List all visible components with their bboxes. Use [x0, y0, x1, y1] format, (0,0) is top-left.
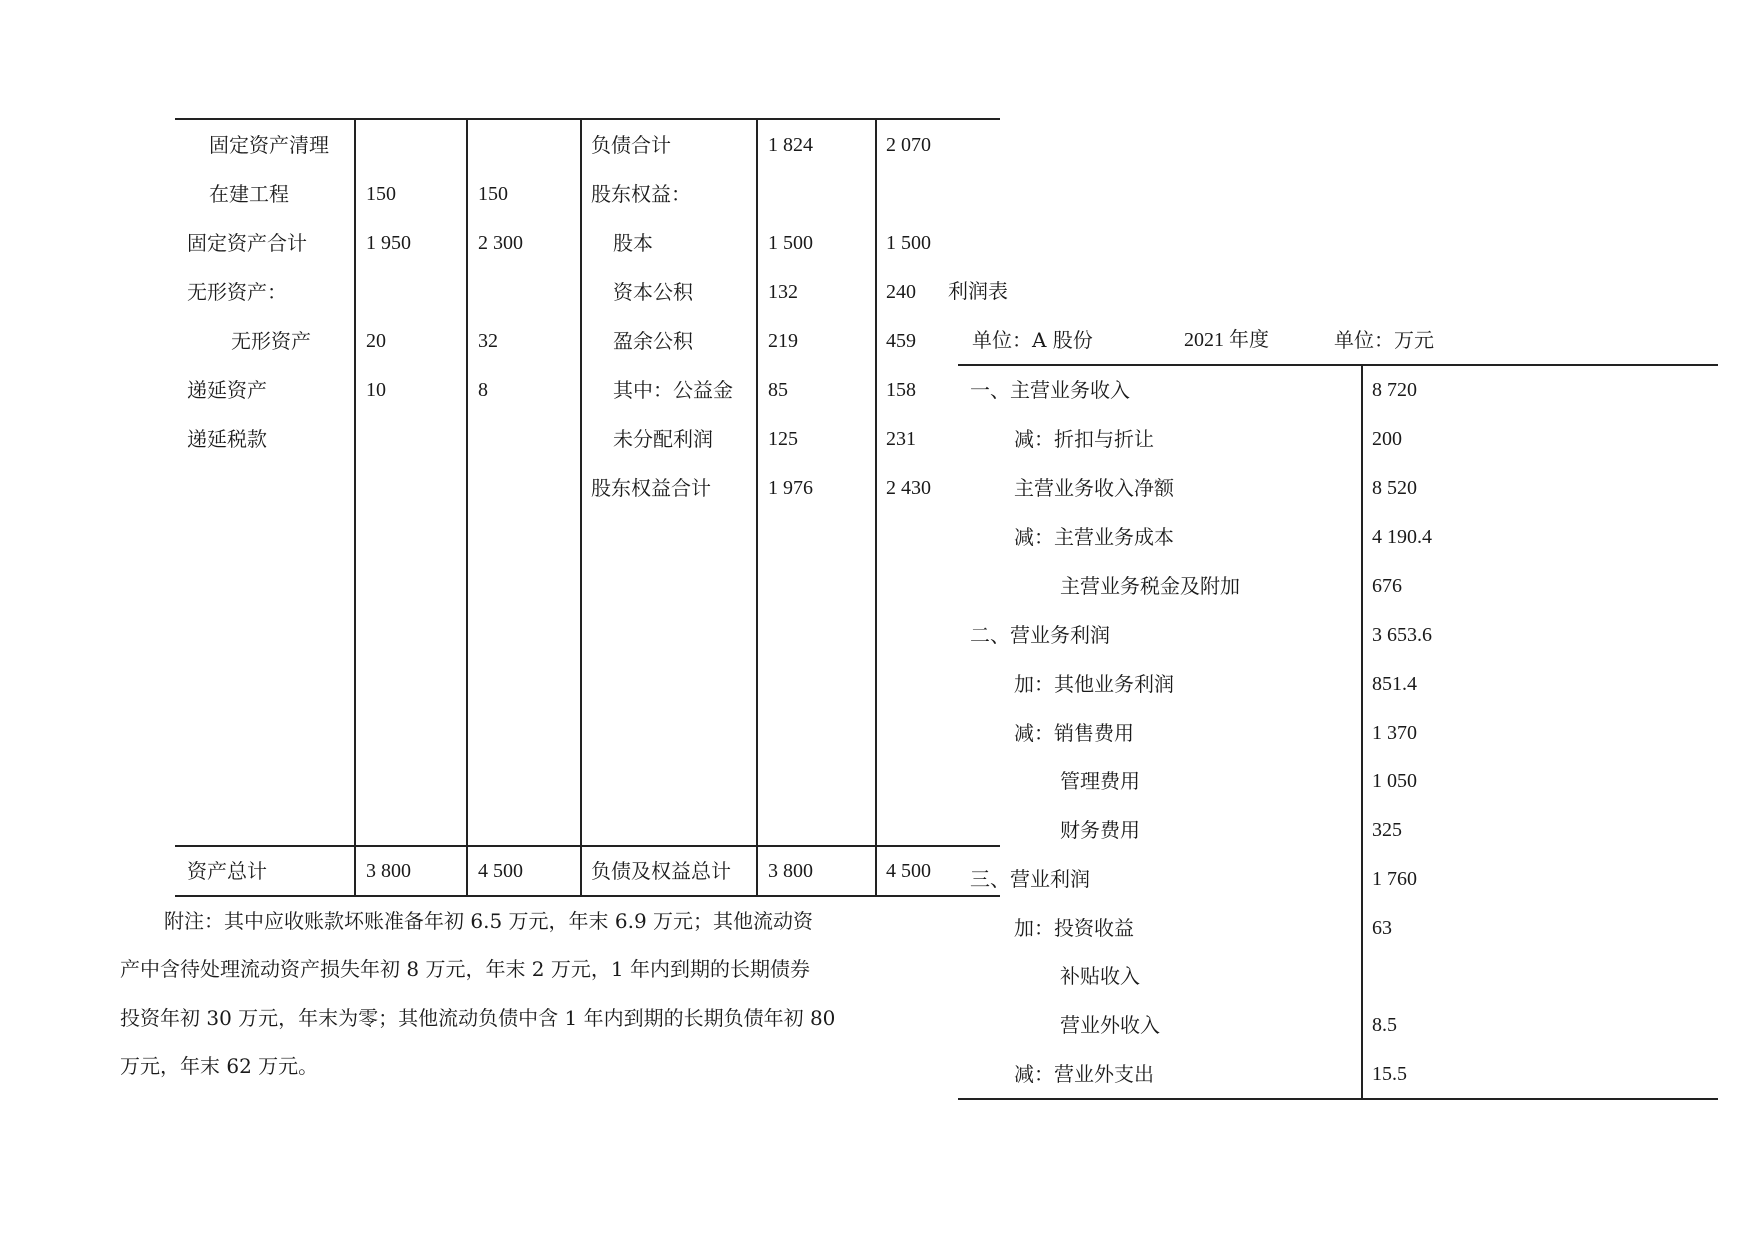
liability-end-value: 240 — [886, 281, 916, 303]
income-row-label: 主营业务税金及附加 — [1060, 574, 1240, 598]
asset-label: 固定资产合计 — [187, 231, 307, 255]
income-row-label: 补贴收入 — [1060, 964, 1140, 988]
liability-end-value: 158 — [886, 379, 916, 401]
income-row-value: 15.5 — [1372, 1063, 1407, 1085]
income-col-divider — [1361, 364, 1363, 1099]
liability-start-value: 1 976 — [768, 477, 813, 499]
note-line: 投资年初 30 万元，年末为零；其他流动负债中含 1 年内到期的长期负债年初 80 — [120, 1006, 836, 1030]
liability-start-value: 1 824 — [768, 134, 813, 156]
income-row-value: 3 653.6 — [1372, 624, 1432, 646]
liability-label: 未分配利润 — [613, 427, 713, 451]
income-row-value: 200 — [1372, 428, 1402, 450]
asset-label: 递延税款 — [187, 427, 267, 451]
asset-total-start: 3 800 — [366, 860, 411, 882]
note-line: 产中含待处理流动资产损失年初 8 万元，年末 2 万元，1 年内到期的长期债券 — [120, 957, 810, 981]
unit-money: 单位：万元 — [1334, 328, 1434, 352]
income-row-value: 4 190.4 — [1372, 526, 1432, 548]
asset-end-value: 32 — [478, 330, 498, 352]
balance-col-divider-5 — [875, 118, 877, 896]
liability-total-label: 负债及权益总计 — [591, 859, 731, 883]
income-row-value: 1 370 — [1372, 722, 1417, 744]
income-row-label: 减：销售费用 — [1014, 721, 1134, 745]
note-line: 附注：其中应收账款坏账准备年初 6.5 万元，年末 6.9 万元；其他流动资 — [164, 909, 814, 933]
liability-end-value: 459 — [886, 330, 916, 352]
liability-label: 股东权益： — [591, 182, 691, 206]
liability-end-value: 231 — [886, 428, 916, 450]
asset-total-end: 4 500 — [478, 860, 523, 882]
income-row-value: 676 — [1372, 575, 1402, 597]
asset-start-value: 10 — [366, 379, 386, 401]
income-row-value: 1 760 — [1372, 868, 1417, 890]
income-row-value: 1 050 — [1372, 770, 1417, 792]
income-bottom-rule — [958, 1098, 1718, 1100]
unit-company: 单位：A 股份 — [972, 328, 1093, 352]
income-row-label: 二、营业务利润 — [970, 623, 1110, 647]
asset-end-value: 8 — [478, 379, 488, 401]
asset-end-value: 150 — [478, 183, 508, 205]
income-row-value: 325 — [1372, 819, 1402, 841]
liability-label: 盈余公积 — [613, 329, 693, 353]
liability-label: 股东权益合计 — [591, 476, 711, 500]
liability-start-value: 132 — [768, 281, 798, 303]
note-line: 万元，年末 62 万元。 — [120, 1054, 319, 1078]
income-row-label: 营业外收入 — [1060, 1013, 1160, 1037]
income-row-label: 加：其他业务利润 — [1014, 672, 1174, 696]
balance-col-divider-2 — [466, 118, 468, 896]
asset-start-value: 150 — [366, 183, 396, 205]
liability-start-value: 125 — [768, 428, 798, 450]
asset-label: 无形资产： — [187, 280, 287, 304]
income-row-label: 三、营业利润 — [970, 867, 1090, 891]
liability-start-value: 219 — [768, 330, 798, 352]
income-row-label: 减：主营业务成本 — [1014, 525, 1174, 549]
liability-label: 负债合计 — [591, 133, 671, 157]
liability-label: 其中：公益金 — [613, 378, 733, 402]
liability-total-start: 3 800 — [768, 860, 813, 882]
asset-end-value: 2 300 — [478, 232, 523, 254]
income-row-label: 财务费用 — [1060, 818, 1140, 842]
income-row-value: 63 — [1372, 917, 1392, 939]
income-row-value: 8 520 — [1372, 477, 1417, 499]
income-row-value: 851.4 — [1372, 673, 1417, 695]
liability-label: 股本 — [613, 231, 653, 255]
liability-start-value: 85 — [768, 379, 788, 401]
income-row-label: 减：营业外支出 — [1014, 1062, 1154, 1086]
income-row-label: 加：投资收益 — [1014, 916, 1134, 940]
income-statement-title: 利润表 — [948, 279, 1008, 303]
liability-end-value: 2 070 — [886, 134, 931, 156]
income-row-value: 8.5 — [1372, 1014, 1397, 1036]
income-row-label: 一、主营业务收入 — [970, 378, 1130, 402]
liability-start-value: 1 500 — [768, 232, 813, 254]
balance-col-divider-3 — [580, 118, 582, 896]
income-row-label: 管理费用 — [1060, 769, 1140, 793]
asset-total-label: 资产总计 — [187, 859, 267, 883]
liability-end-value: 2 430 — [886, 477, 931, 499]
income-row-label: 减：折扣与折让 — [1014, 427, 1154, 451]
asset-label: 固定资产清理 — [209, 133, 329, 157]
asset-start-value: 1 950 — [366, 232, 411, 254]
asset-label: 递延资产 — [187, 378, 267, 402]
statement-year: 2021 年度 — [1184, 329, 1269, 351]
income-row-value: 8 720 — [1372, 379, 1417, 401]
asset-label: 在建工程 — [209, 182, 289, 206]
balance-col-divider-1 — [354, 118, 356, 896]
balance-col-divider-4 — [756, 118, 758, 896]
income-top-rule — [958, 364, 1718, 366]
liability-label: 资本公积 — [613, 280, 693, 304]
asset-label: 无形资产 — [231, 329, 311, 353]
liability-total-end: 4 500 — [886, 860, 931, 882]
liability-end-value: 1 500 — [886, 232, 931, 254]
asset-start-value: 20 — [366, 330, 386, 352]
income-row-label: 主营业务收入净额 — [1014, 476, 1174, 500]
